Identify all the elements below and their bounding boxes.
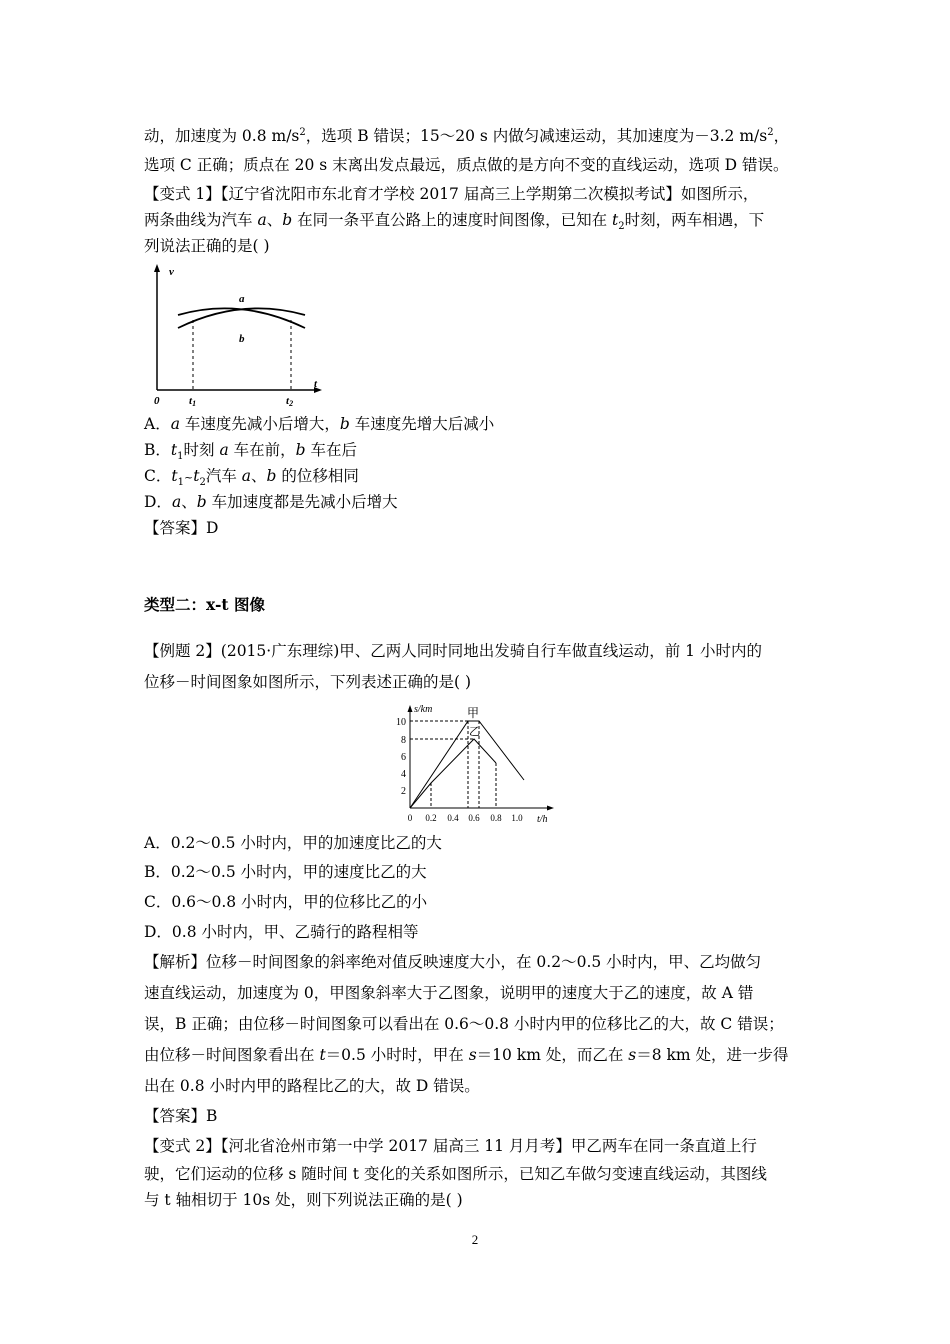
- question-title: 【例题 2】(2015·广东理综)甲、乙两人同时同地出发骑自行车做直线运动，前 1 小时内的: [144, 642, 762, 660]
- question-title: 【变式 2】【河北省沧州市第一中学 2017 届高三 11 月月考】甲乙两车在同一条直道上行: [144, 1137, 757, 1155]
- analysis-line: 误，B 正确；由位移－时间图象可以看出在 0.6～0.8 小时内甲的位移比乙的大，故 C 错误；: [144, 1015, 784, 1033]
- option-c: C．$t_1\sim t_2$汽车 a、b 的位移相同: [144, 467, 359, 489]
- analysis-line: 由位移－时间图象看出在 t＝0.5 小时时，甲在 s＝10 km 处，而乙在 s＝8 km 处，进一步得: [144, 1046, 789, 1064]
- axis-label-v: v: [169, 266, 174, 278]
- text-line: 选项 C 正确；质点在 20 s 末离出发点最远，质点做的是方向不变的直线运动，选项 D 错误。: [144, 156, 789, 174]
- text-line: 动，加速度为 0.8 $m/s^2$，选项 B 错误；15～20 s 内做匀减速运动，其加速度为－3.2 $m/s^2$，: [144, 126, 790, 145]
- analysis-line: 速直线运动，加速度为 0，甲图象斜率大于乙图象，说明甲的速度大于乙的速度，故 A 错: [144, 984, 754, 1002]
- curve-label-b: b: [239, 333, 245, 345]
- ytick-label: 8: [401, 735, 406, 746]
- position-time-graph: [390, 700, 570, 828]
- axis-label-x: t/h: [537, 814, 548, 825]
- ytick-label: 2: [401, 786, 406, 797]
- curve-label-a: a: [239, 293, 245, 305]
- option-a: A．a 车速度先减小后增大，b 车速度先增大后减小: [144, 415, 495, 433]
- text-line: 位移－时间图象如图所示，下列表述正确的是( ): [144, 673, 472, 691]
- velocity-time-graph: [140, 262, 340, 412]
- xtick-label: 0.6: [468, 813, 480, 823]
- text-line: 两条曲线为汽车 a、b 在同一条平直公路上的速度时间图像，已知在 $t_2$时刻，两车相遇，下: [144, 211, 765, 233]
- option-c: C．0.6～0.8 小时内，甲的位移比乙的小: [144, 893, 428, 911]
- tick-label-t1: t1: [189, 395, 197, 408]
- page-number: 2: [471, 1232, 479, 1247]
- ytick-label: 4: [401, 769, 406, 780]
- option-b: B．0.2～0.5 小时内，甲的速度比乙的大: [144, 863, 427, 881]
- tick-label-t2: t2: [286, 395, 294, 408]
- axis-label-y: s/km: [414, 704, 433, 715]
- origin-label: 0: [154, 395, 160, 407]
- option-d: D．a、b 车加速度都是先减小后增大: [144, 493, 398, 511]
- option-b: B．$t_1$时刻 a 车在前，b 车在后: [144, 441, 357, 463]
- text-line: 列说法正确的是( ): [144, 237, 270, 255]
- label-jia: 甲: [467, 706, 480, 720]
- xtick-label: 0.8: [490, 813, 502, 823]
- option-a: A．0.2～0.5 小时内，甲的加速度比乙的大: [144, 834, 442, 852]
- xtick-label: 1.0: [511, 813, 523, 823]
- analysis-line: 【解析】位移－时间图象的斜率绝对值反映速度大小，在 0.2～0.5 小时内，甲、乙均做匀: [144, 953, 762, 971]
- line-yi: [410, 739, 496, 808]
- label-yi: 乙: [469, 726, 480, 738]
- answer: 【答案】B: [144, 1107, 218, 1125]
- xtick-label: 0: [407, 813, 413, 823]
- ytick-label: 6: [401, 752, 406, 763]
- xtick-label: 0.4: [447, 813, 459, 823]
- analysis-line: 出在 0.8 小时内甲的路程比乙的大，故 D 错误。: [144, 1077, 480, 1095]
- question-title: 【变式 1】【辽宁省沈阳市东北育才学校 2017 届高三上学期第二次模拟考试】如图所示，: [144, 185, 759, 203]
- answer: 【答案】D: [144, 519, 219, 537]
- line-jia: [410, 721, 524, 808]
- option-d: D．0.8 小时内，甲、乙骑行的路程相等: [144, 923, 419, 941]
- text-line: 驶，它们运动的位移 s 随时间 t 变化的关系如图所示，已知乙车做匀变速直线运动，其图线: [144, 1165, 767, 1183]
- text-line: 与 t 轴相切于 10s 处，则下列说法正确的是( ): [144, 1191, 463, 1209]
- axis-label-t: t: [314, 378, 318, 390]
- section-heading: 类型二：x-t 图像: [144, 595, 265, 614]
- xtick-label: 0.2: [425, 813, 437, 823]
- ytick-label: 10: [396, 717, 406, 728]
